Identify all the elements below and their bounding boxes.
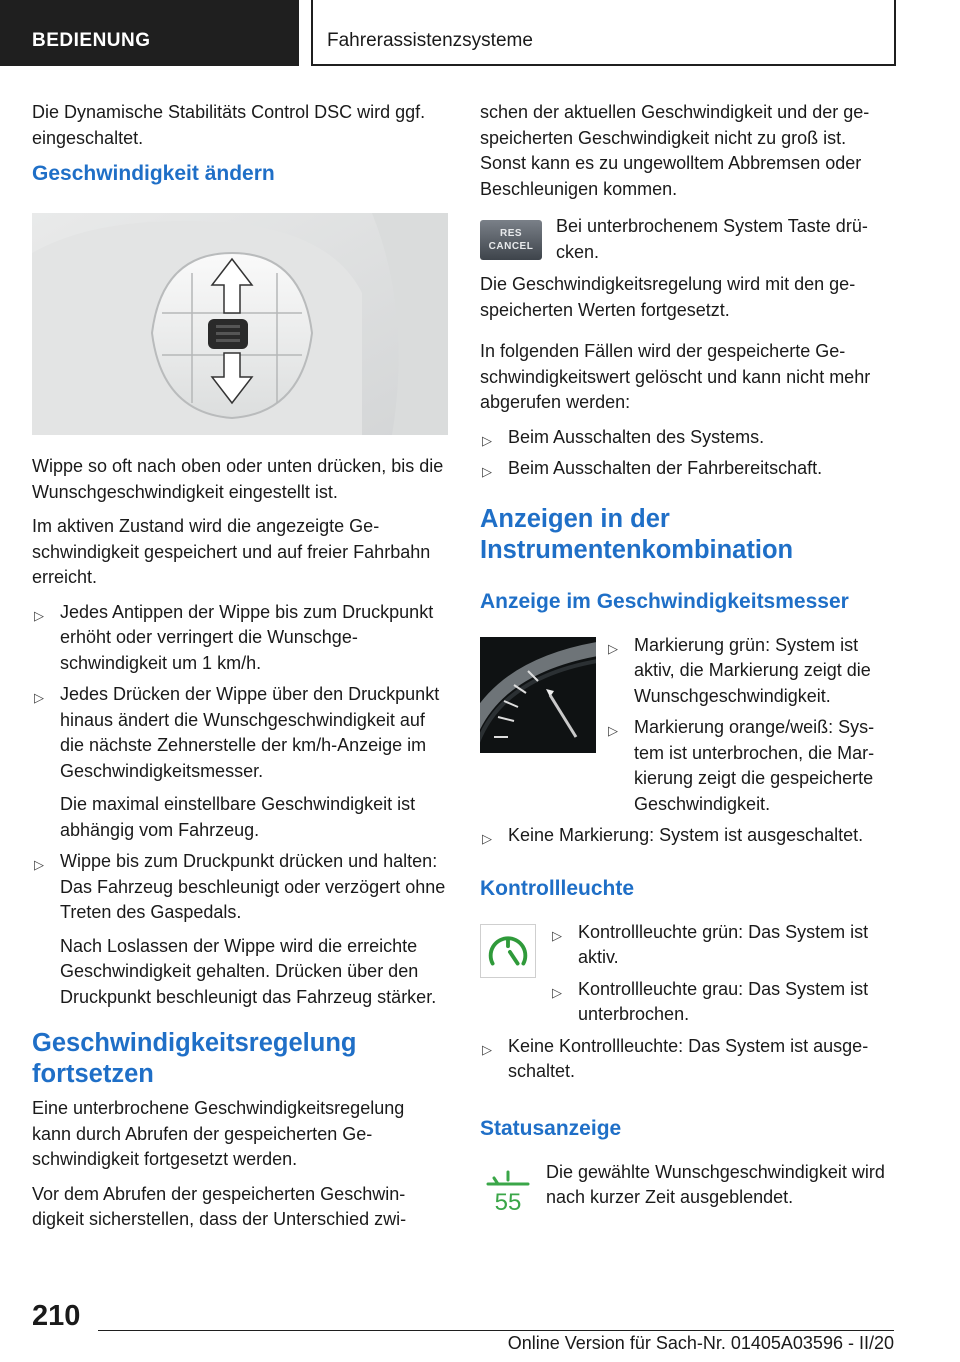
list-item <box>550 977 896 1028</box>
triangle-bullet-icon: ▷ <box>34 857 44 872</box>
deleted-bullet-list <box>480 425 896 482</box>
heading-speedometer: Anzeige im Geschwindigkeitsmesser <box>480 589 849 613</box>
triangle-bullet-icon: ▷ <box>34 690 44 705</box>
status-speed-value: 55 <box>494 1188 522 1216</box>
rocker-bullet-list <box>32 600 448 1011</box>
list-item <box>480 1034 896 1085</box>
triangle-bullet-icon: ▷ <box>552 984 562 1000</box>
triangle-bullet-icon: ▷ <box>608 640 618 656</box>
list-item <box>480 456 896 482</box>
paragraph-res: Bei unterbrochenem System Taste drücken. <box>556 216 868 262</box>
paragraph-deleted: In folgenden Fällen wird der gespeicherte Geschwindigkeitswert gelöscht und kann nicht mehr abgerufen werden: <box>480 341 871 412</box>
page-header <box>0 0 960 66</box>
res-instruction <box>480 214 896 268</box>
heading-change-speed: Geschwindigkeit ändern <box>32 162 275 185</box>
triangle-bullet-icon: ▷ <box>482 1041 492 1057</box>
paragraph-rocker: Wippe so oft nach oben oder unten drücken, bis die Wunschgeschwindigkeit eingestellt ist. <box>32 456 444 502</box>
lamp-bullet-list <box>550 920 896 1028</box>
triangle-bullet-icon: ▷ <box>482 432 492 448</box>
paragraph-active: Im aktiven Zustand wird die angezeigte Geschwindigkeit gespeichert und auf freier Fahrbahn erreicht. <box>32 516 431 587</box>
heading-resume: Geschwindigkeitsregelung fortsetzen <box>32 1029 357 1088</box>
paragraph-resume-1: Eine unterbrochene Geschwindigkeitsregelung kann durch Abrufen der gespeicherten Geschwindigkeit fortgesetzt werden. <box>32 1098 405 1169</box>
chapter-tab: Fahrerassistenzsysteme <box>311 0 896 66</box>
right-column <box>480 100 896 1220</box>
triangle-bullet-icon: ▷ <box>552 927 562 943</box>
list-item <box>550 920 896 971</box>
triangle-bullet-icon: ▷ <box>608 723 618 738</box>
nomark-bullet-list <box>480 823 896 849</box>
speedo-section <box>480 633 896 818</box>
list-item-text: Markierung grün: System ist aktiv, die Markierung zeigt die Wunschgeschwindigkeit. <box>634 634 871 706</box>
left-column <box>32 100 448 1242</box>
list-item-text: Jedes Antippen der Wippe bis zum Druckpunkt erhöht oder verringert die Wunschgeschwindigkeit um 1 km/h. <box>60 601 434 673</box>
list-item <box>32 600 448 677</box>
online-version-note: Online Version für Sach-Nr. 01405A03596 - II/20 <box>507 1333 894 1353</box>
nolamp-bullet-list <box>480 1034 896 1085</box>
steering-rocker-photo <box>32 213 448 435</box>
triangle-bullet-icon: ▷ <box>482 464 492 479</box>
page-number: 210 <box>32 1300 81 1332</box>
paragraph-continued: schen der aktuellen Geschwindigkeit und der gespeicherten Geschwindigkeit nicht zu groß ist. Sonst kann es zu ungewolltem Abbremsen oder Beschleunigen kommen. <box>480 102 870 199</box>
speedometer-marker-image <box>480 637 596 753</box>
heading-indicator-lamp: Kontrollleuchte <box>480 876 635 900</box>
paragraph-dsc: Die Dynamische Stabilitäts Control DSC wird ggf. eingeschaltet. <box>32 102 426 148</box>
cancel-label: CANCEL <box>488 241 534 252</box>
list-item-text: Markierung orange/weiß: System ist unterbrochen, die Markierung zeigt die gespeicherte Geschwindigkeit. <box>634 717 875 814</box>
footer-divider <box>98 1330 894 1331</box>
list-item <box>32 849 448 1010</box>
list-item-text: Beim Ausschalten des Systems. <box>508 426 765 447</box>
paragraph-resume-2: Vor dem Abrufen der gespeicherten Geschwindigkeit sicherstellen, dass der Unterschied zwi- <box>32 1183 407 1229</box>
triangle-bullet-icon: ▷ <box>482 831 492 846</box>
list-item-text: Wippe bis zum Druckpunkt drücken und halten: Das Fahrzeug beschleunigt oder verzögert ohne Treten des Gaspedals. <box>60 851 446 922</box>
list-item-text: Kontrollleuchte grau: Das System ist unterbrochen. <box>578 978 869 1024</box>
list-item <box>606 633 896 710</box>
heading-status: Statusanzeige <box>480 1116 622 1140</box>
speedo-bullet-list <box>606 633 896 818</box>
list-item-note: Nach Loslassen der Wippe wird die erreichte Geschwindigkeit gehalten. Drücken über den Druckpunkt beschleunigt das Fahrzeug stärker. <box>60 935 437 1007</box>
list-item <box>606 715 896 817</box>
section-tab: BEDIENUNG <box>0 0 299 66</box>
list-item-text: Kontrollleuchte grün: Das System ist aktiv. <box>578 921 869 967</box>
list-item-text: Keine Kontrollleuchte: Das System ist ausgeschaltet. <box>508 1035 869 1081</box>
list-item-text: Keine Markierung: System ist ausgeschaltet. <box>508 825 864 845</box>
triangle-bullet-icon: ▷ <box>34 607 44 623</box>
list-item-text: Jedes Drücken der Wippe über den Druckpunkt hinaus ändert die Wunschgeschwindigkeit auf die nächste Zehnerstelle der km/h-Anzeige im Geschwindigkeitsmesser. <box>60 684 440 781</box>
heading-display: Anzeigen in der Instrumentenkombination <box>480 504 794 564</box>
res-cancel-button-icon <box>480 220 542 260</box>
paragraph-status: Die gewählte Wunschgeschwindigkeit wird nach kurzer Zeit ausgeblendet. <box>546 1161 885 1207</box>
cruise-control-lamp-icon <box>480 924 536 978</box>
list-item <box>32 682 448 843</box>
paragraph-resumed: Die Geschwindigkeitsregelung wird mit den gespeicherten Werten fortgesetzt. <box>480 274 856 320</box>
status-section <box>480 1160 896 1216</box>
list-item-note: Die maximal einstellbare Geschwindigkeit ist abhängig vom Fahrzeug. <box>60 794 416 840</box>
lamp-section <box>480 920 896 1028</box>
status-speed-icon <box>480 1160 536 1216</box>
list-item <box>480 823 896 849</box>
list-item <box>480 425 896 451</box>
list-item-text: Beim Ausschalten der Fahrbereitschaft. <box>508 458 823 478</box>
res-label: RES <box>499 228 523 239</box>
